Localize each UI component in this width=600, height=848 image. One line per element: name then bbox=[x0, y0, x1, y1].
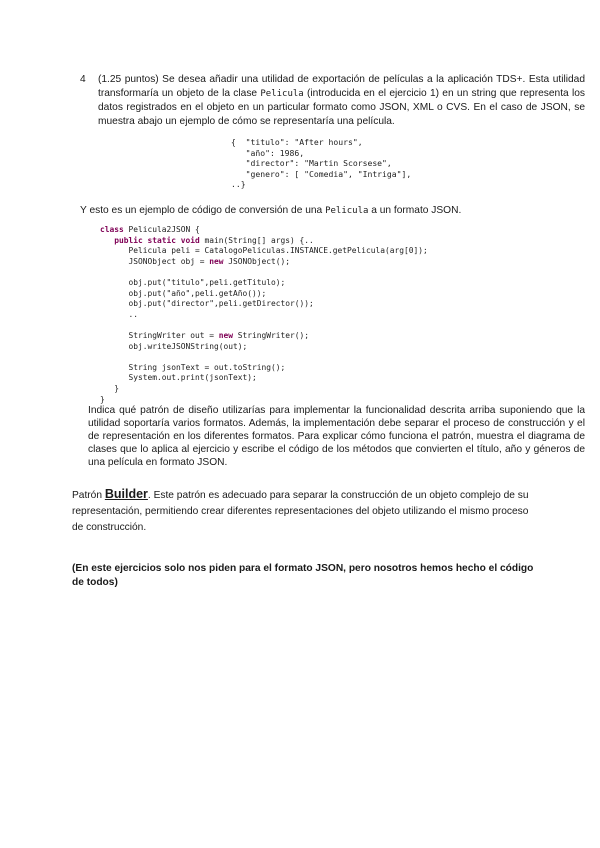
code-line: Pelicula peli = CatalogoPeliculas.INSTANCE.getPelicula(arg[0]); bbox=[100, 246, 428, 256]
json-line: "director": "Martin Scorsese", bbox=[231, 158, 392, 169]
answer-paragraph bbox=[72, 486, 542, 536]
question-text-part2: (introducida en el ejercicio 1) en un string que representa los datos registrados en el objeto en un particular formato como JSON, XML o CVS. En el caso de JSON, se muestra abajo un ejemplo de cómo se representaría una película. bbox=[98, 87, 585, 127]
code-line: System.out.print(jsonText); bbox=[100, 373, 257, 383]
code-intro-sentence bbox=[80, 204, 461, 218]
code-line: StringWriter out = new StringWriter(); bbox=[100, 330, 310, 340]
json-line: "año": 1986, bbox=[231, 147, 305, 158]
json-line: "genero": [ "Comedia", "Intriga"], bbox=[231, 168, 412, 179]
answer-prefix: Patrón bbox=[72, 490, 105, 501]
json-line: ..} bbox=[231, 179, 246, 190]
code-intro-class-name: Pelicula bbox=[325, 206, 369, 216]
question-text-part1: (1.25 puntos) Se desea añadir una utilidad de exportación de películas a la aplicación TDS+. Esta utilidad transformaría un objeto de la clase bbox=[98, 74, 585, 99]
java-code-block bbox=[100, 225, 428, 405]
question-class-name: Pelicula bbox=[260, 88, 304, 99]
code-line: obj.put("director",peli.getDirector()); bbox=[100, 299, 314, 309]
code-line bbox=[100, 352, 428, 363]
code-line: JSONObject obj = new JSONObject(); bbox=[100, 256, 291, 266]
code-line: String jsonText = out.toString(); bbox=[100, 362, 286, 372]
code-intro-part1: Y esto es un ejemplo de código de conversión de una bbox=[80, 205, 326, 216]
answer-text: . Este patrón es adecuado para separar la construcción de un objeto complejo de su representación, permitiendo crear diferentes representaciones del objeto utilizando el mismo proceso de construcción. bbox=[72, 490, 529, 533]
question-text bbox=[98, 73, 585, 128]
code-line: } bbox=[100, 383, 120, 393]
note-paragraph: (En este ejercicios solo nos piden para el formato JSON, pero nosotros hemos hecho el código de todos) bbox=[72, 563, 534, 588]
question-paragraph bbox=[80, 73, 585, 128]
code-line bbox=[100, 267, 428, 278]
code-line: obj.writeJSONString(out); bbox=[100, 341, 248, 351]
question-number: 4 bbox=[80, 74, 86, 85]
json-example-block bbox=[231, 137, 411, 190]
json-line: { "titulo": "After hours", bbox=[231, 137, 363, 147]
task-description: Indica qué patrón de diseño utilizarías para implementar la funcionalidad descrita arriba suponiendo que la utilidad soportaría varios formatos. Además, la implementación debe separar el proceso de construcción y el de representación en los diferentes formatos. Para explicar cómo funciona el patrón, muestra el diagrama de clases que lo aplica al ejercicio y escribe el código de los métodos que convierten el título, año y géneros de una película en formato JSON. bbox=[88, 405, 585, 468]
code-line: } bbox=[100, 394, 105, 404]
code-line: public static void main(String[] args) {.. bbox=[100, 235, 314, 245]
code-line: obj.put("año",peli.getAño()); bbox=[100, 288, 267, 298]
code-line bbox=[100, 320, 428, 331]
code-intro-part2: a un formato JSON. bbox=[368, 205, 462, 216]
code-line: .. bbox=[100, 309, 139, 319]
code-line: class Pelicula2JSON { bbox=[100, 225, 200, 234]
pattern-name: Builder bbox=[104, 487, 148, 501]
code-line: obj.put("titulo",peli.getTitulo); bbox=[100, 277, 286, 287]
